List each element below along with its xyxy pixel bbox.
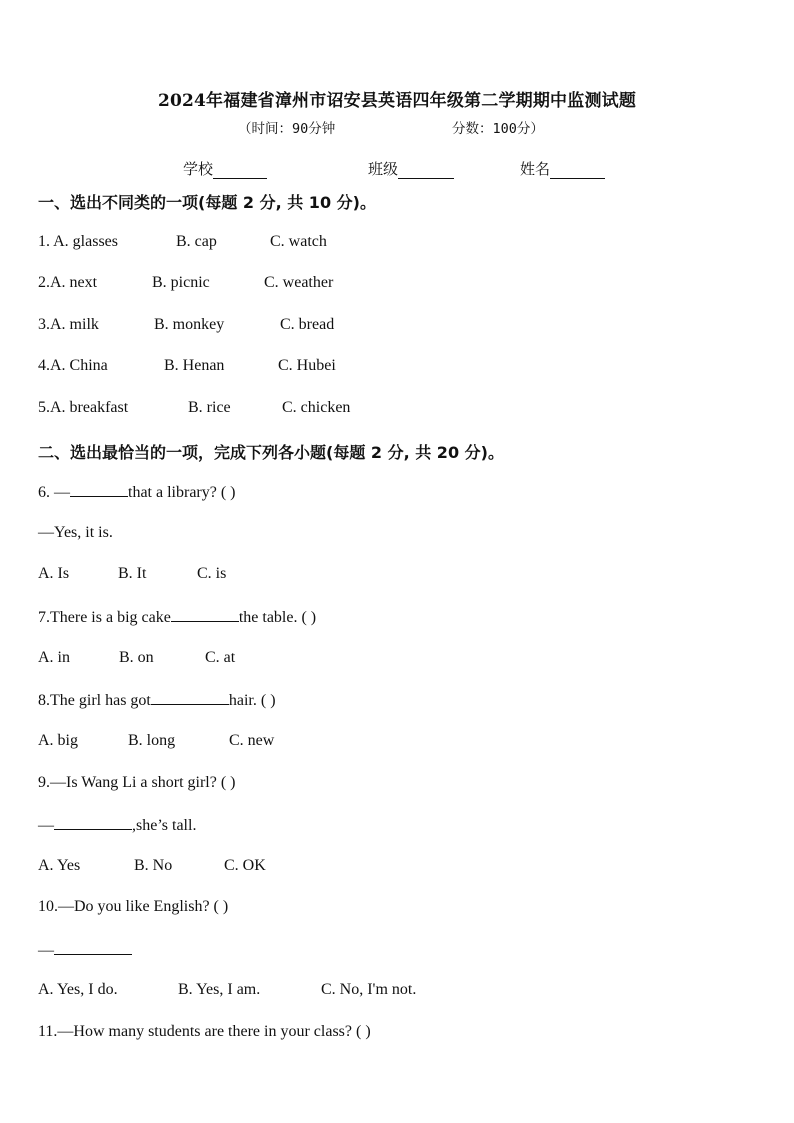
school-label: 学校 (183, 160, 214, 178)
answer-blank[interactable] (171, 607, 239, 622)
class-blank[interactable] (398, 163, 454, 179)
option-c[interactable]: C. at (205, 649, 236, 666)
option-c[interactable]: C. new (229, 732, 275, 749)
option-a[interactable]: A. Yes (38, 857, 81, 874)
page-title: 2024年福建省漳州市诏安县英语四年级第二学期期中监测试题 (157, 91, 637, 111)
option-a[interactable]: A. in (38, 649, 70, 666)
option-b[interactable]: B. No (134, 857, 173, 874)
option-c[interactable]: C. is (197, 565, 227, 582)
option-c[interactable]: C. bread (280, 316, 335, 333)
option-a[interactable]: 1. A. glasses (38, 233, 118, 250)
option-b[interactable]: B. picnic (152, 274, 210, 291)
question-9-suffix: ,she’s tall. (132, 817, 197, 834)
option-a[interactable]: 3.A. milk (38, 316, 99, 333)
question-7-suffix: the table. ( ) (238, 609, 317, 626)
option-a[interactable]: A. Is (38, 565, 70, 582)
answer-blank[interactable] (70, 482, 128, 497)
question-9-stem: 9.—Is Wang Li a short girl? ( ) (38, 774, 236, 791)
exam-time: （时间：90分钟 (238, 121, 336, 137)
question-8-suffix: hair. ( ) (228, 692, 276, 709)
question-9-prefix: — (38, 817, 54, 834)
option-c[interactable]: C. No, I'm not. (321, 981, 417, 998)
option-b[interactable]: B. on (119, 649, 154, 666)
option-a[interactable]: 5.A. breakfast (38, 399, 129, 416)
option-b[interactable]: B. It (118, 565, 147, 582)
option-b[interactable]: B. cap (176, 233, 217, 250)
option-c[interactable]: C. chicken (282, 399, 351, 416)
question-7-prefix: 7.There is a big cake (38, 609, 171, 626)
question-10-prefix: — (38, 942, 54, 959)
exam-score: 分数：100分） (452, 121, 544, 137)
question-7-stem (38, 607, 316, 627)
question-11-stem: 11.—How many students are there in your class? ( ) (38, 1023, 371, 1040)
question-6-response: —Yes, it is. (38, 524, 113, 541)
question-10-stem: 10.—Do you like English? ( ) (38, 898, 229, 915)
question-8-stem (38, 690, 276, 710)
answer-blank[interactable] (54, 940, 132, 955)
option-b[interactable]: B. monkey (154, 316, 225, 333)
name-field (520, 158, 605, 179)
option-a[interactable]: A. Yes, I do. (38, 981, 118, 998)
option-a[interactable]: 4.A. China (38, 357, 108, 374)
option-b[interactable]: B. rice (188, 399, 231, 416)
question-6-prefix: 6. — (38, 484, 70, 501)
option-a[interactable]: A. big (38, 732, 78, 749)
answer-blank[interactable] (151, 690, 229, 705)
option-b[interactable]: B. long (128, 732, 176, 749)
option-b[interactable]: B. Henan (164, 357, 225, 374)
option-c[interactable]: C. weather (264, 274, 334, 291)
name-label: 姓名 (520, 160, 551, 178)
option-a[interactable]: 2.A. next (38, 274, 98, 291)
question-6-stem (38, 482, 236, 502)
question-6-suffix: that a library? ( ) (128, 484, 236, 501)
answer-blank[interactable] (54, 815, 132, 830)
option-c[interactable]: C. Hubei (278, 357, 336, 374)
school-blank[interactable] (213, 163, 267, 179)
question-8-prefix: 8.The girl has got (38, 692, 151, 709)
question-9-response (38, 815, 196, 835)
class-label: 班级 (368, 160, 399, 178)
section2-heading: 二、选出最恰当的一项，完成下列各小题(每题 2 分, 共 20 分)。 (38, 443, 504, 462)
section1-heading: 一、选出不同类的一项(每题 2 分, 共 10 分)。 (38, 193, 376, 212)
school-field (183, 158, 267, 179)
name-blank[interactable] (550, 163, 605, 179)
option-b[interactable]: B. Yes, I am. (178, 981, 261, 998)
question-10-response (38, 940, 132, 960)
option-c[interactable]: C. watch (270, 233, 327, 250)
option-c[interactable]: C. OK (224, 857, 266, 874)
class-field (368, 158, 454, 179)
